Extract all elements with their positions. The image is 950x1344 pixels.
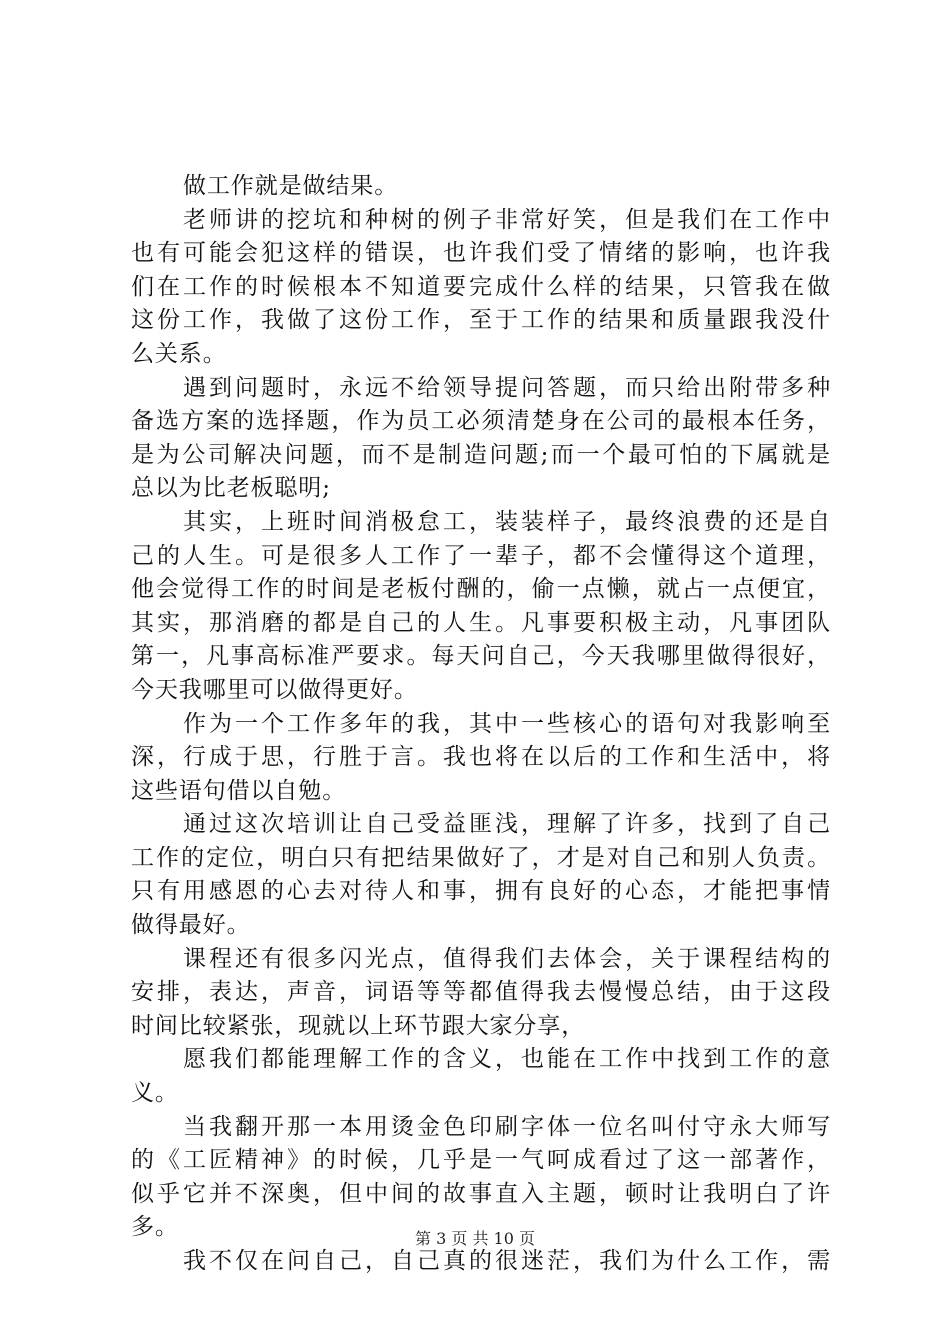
text-line: 这份工作，我做了这份工作，至于工作的结果和质量跟我没什 bbox=[131, 307, 831, 334]
text-line: 做得最好。 bbox=[131, 912, 251, 939]
text-line: 总以为比老板聪明; bbox=[131, 475, 331, 502]
text-line: 第一，凡事高标准严要求。每天问自己，今天我哪里做得很好， bbox=[131, 643, 831, 670]
text-line: 深，行成于思，行胜于言。我也将在以后的工作和生活中，将 bbox=[131, 744, 831, 771]
text-line: 其实，那消磨的都是自己的人生。凡事要积极主动，凡事团队 bbox=[131, 609, 831, 636]
text-line: 多。 bbox=[131, 1214, 179, 1241]
text-line: 备选方案的选择题，作为员工必须清楚身在公司的最根本任务， bbox=[131, 408, 831, 435]
text-line: 今天我哪里可以做得更好。 bbox=[131, 676, 418, 703]
text-line: 做工作就是做结果。 bbox=[183, 173, 399, 199]
text-line: 似乎它并不深奥，但中间的故事直入主题，顿时让我明白了许 bbox=[131, 1180, 831, 1207]
text-line: 时间比较紧张，现就以上环节跟大家分享， bbox=[131, 1012, 586, 1039]
text-line: 安排，表达，声音，词语等等都值得我去慢慢总结，由于这段 bbox=[131, 979, 831, 1006]
text-line: 只有用感恩的心去对待人和事，拥有良好的心态，才能把事情 bbox=[131, 878, 831, 905]
text-line: 也有可能会犯这样的错误，也许我们受了情绪的影响，也许我 bbox=[131, 240, 831, 267]
text-line: 其实，上班时间消极怠工，装装样子，最终浪费的还是自 bbox=[183, 508, 831, 535]
text-line: 我不仅在问自己，自己真的很迷茫，我们为什么工作，需 bbox=[183, 1248, 831, 1274]
page-footer bbox=[0, 1226, 950, 1249]
text-line: 们在工作的时候根本不知道要完成什么样的结果，只管我在做 bbox=[131, 273, 831, 300]
text-line: 通过这次培训让自己受益匪浅，理解了许多，找到了自己 bbox=[183, 811, 831, 838]
text-line: 老师讲的挖坑和种树的例子非常好笑，但是我们在工作中 bbox=[183, 206, 831, 233]
document-body bbox=[131, 170, 831, 1279]
text-line: 么关系。 bbox=[131, 340, 227, 367]
text-line: 作为一个工作多年的我，其中一些核心的语句对我影响至 bbox=[183, 710, 831, 737]
text-line: 当我翻开那一本用烫金色印刷字体一位名叫付守永大师写 bbox=[183, 1113, 831, 1140]
text-line: 是为公司解决问题，而不是制造问题;而一个最可怕的下属就是 bbox=[131, 441, 831, 468]
text-line: 己的人生。可是很多人工作了一辈子，都不会懂得这个道理， bbox=[131, 542, 831, 569]
text-line: 课程还有很多闪光点，值得我们去体会，关于课程结构的 bbox=[183, 945, 831, 972]
page-number-label: 第 3 页 共 10 页 bbox=[415, 1229, 535, 1248]
text-line: 义。 bbox=[131, 1080, 179, 1107]
text-line: 他会觉得工作的时间是老板付酬的，偷一点懒，就占一点便宜， bbox=[131, 576, 831, 603]
text-line: 遇到问题时，永远不给领导提问答题，而只给出附带多种 bbox=[183, 374, 831, 401]
text-line: 工作的定位，明白只有把结果做好了，才是对自己和别人负责。 bbox=[131, 844, 831, 871]
text-line: 的《工匠精神》的时候，几乎是一气呵成看过了这一部著作， bbox=[131, 1147, 831, 1174]
text-line: 愿我们都能理解工作的含义，也能在工作中找到工作的意 bbox=[183, 1046, 831, 1073]
text-line: 这些语句借以自勉。 bbox=[131, 777, 347, 804]
